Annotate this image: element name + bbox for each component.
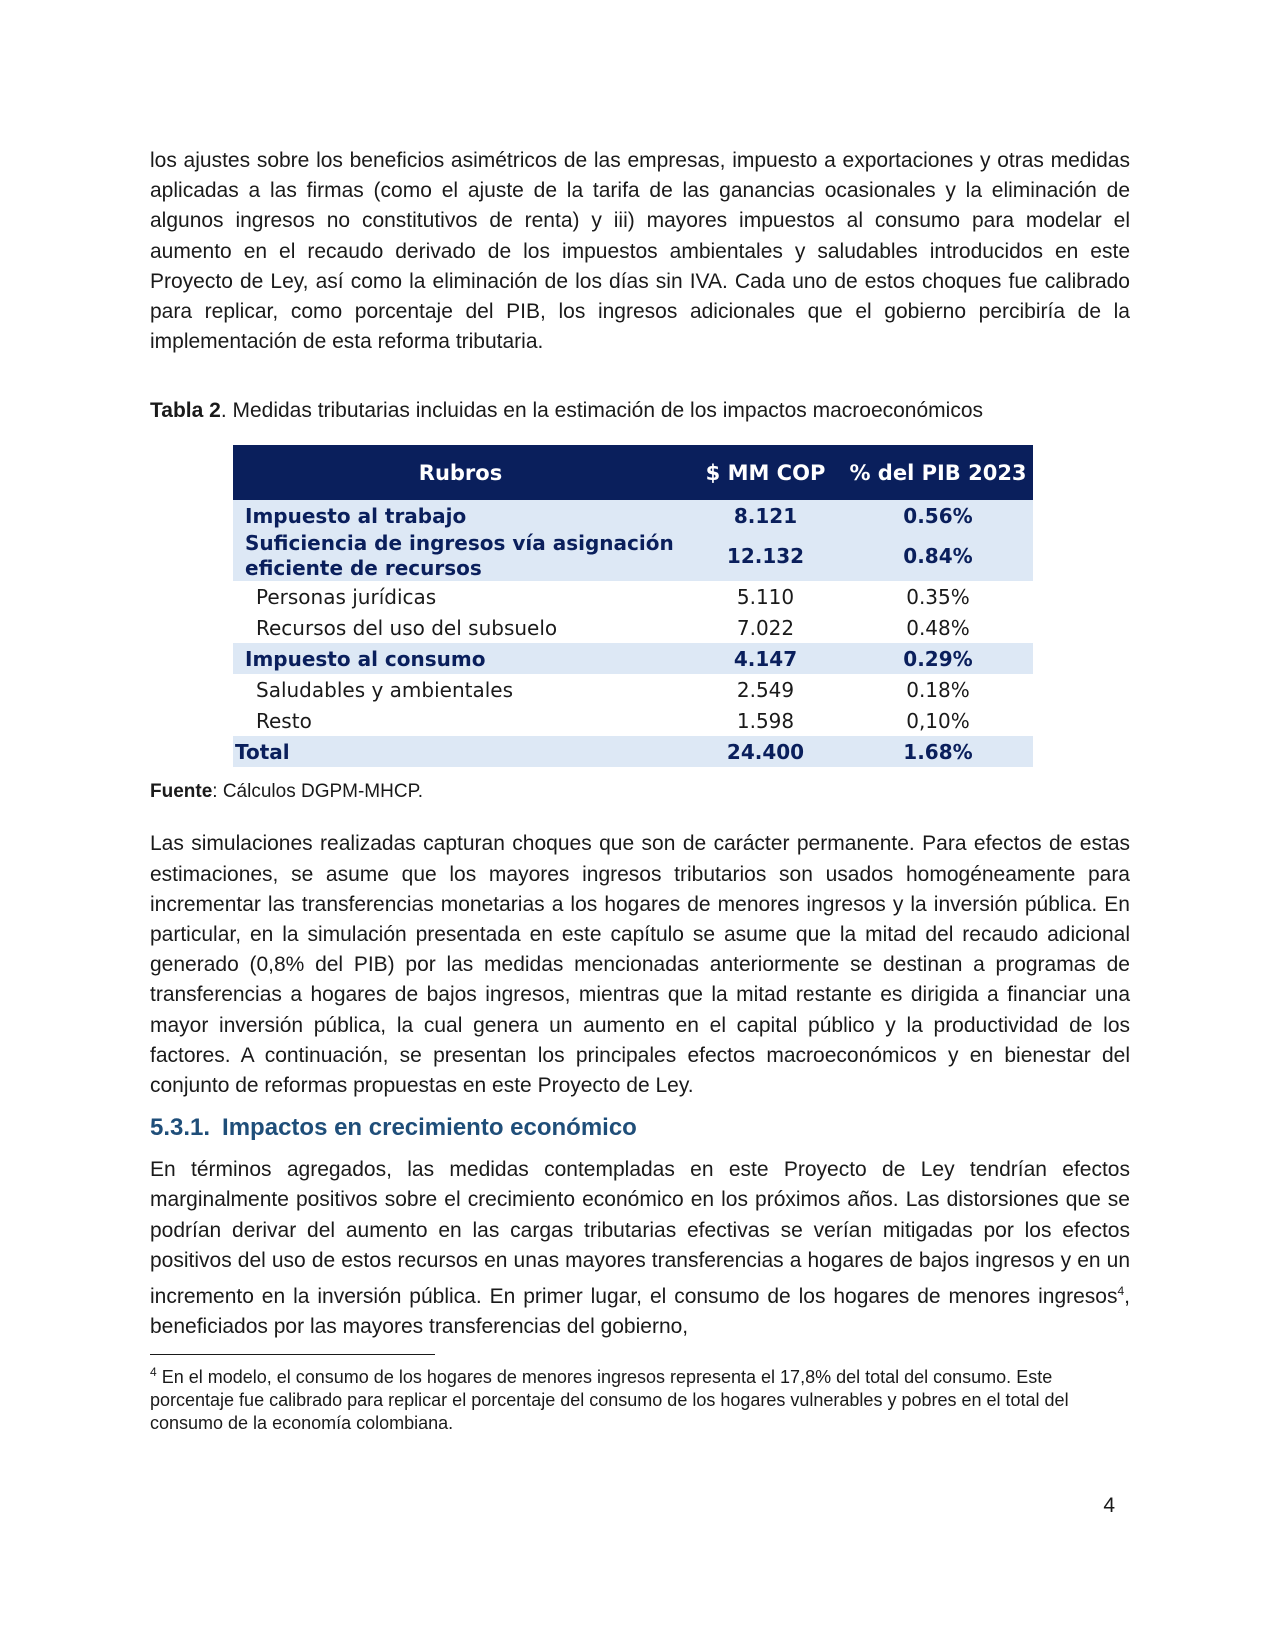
- footnote-divider: [150, 1354, 435, 1355]
- footnote-text: En el modelo, el consumo de los hogares de menores ingresos representa el 17,8% del total del consumo. Este porcentaje fue calibrado para replicar el porcentaje del consumo de los hogares vulnerables y pobres en el total del consumo de la economía colombiana.: [150, 1367, 1069, 1434]
- row-value: 7.022: [736, 615, 795, 640]
- row-label: Suficiencia de ingresos vía asignación eficiente de recursos: [233, 531, 688, 581]
- row-pct: 0,10%: [906, 708, 970, 733]
- row-pct: 0.18%: [906, 677, 970, 702]
- footnote-marker: 4: [150, 1365, 157, 1380]
- row-value: 4.147: [688, 643, 843, 674]
- tax-measures-table-wrapper: [233, 445, 1033, 767]
- header-rubros: Rubros: [233, 445, 688, 500]
- row-pct: 0.84%: [843, 531, 1033, 581]
- section-number: 5.3.1.: [150, 1114, 211, 1142]
- table-row: [233, 674, 1033, 705]
- row-pct: 0.48%: [906, 615, 970, 640]
- row-value: 1.598: [736, 708, 795, 733]
- document-page: [150, 146, 1130, 1435]
- table-row-total: [233, 736, 1033, 767]
- paragraph-growth: [150, 1155, 1130, 1342]
- header-pct-pib: % del PIB 2023: [843, 445, 1033, 500]
- row-value: 12.132: [688, 531, 843, 581]
- table-caption-label: Tabla 2: [150, 399, 221, 423]
- row-value: 24.400: [688, 736, 843, 767]
- page-number: 4: [1103, 1494, 1115, 1517]
- footnote-ref[interactable]: 4: [1117, 1284, 1125, 1299]
- row-label: Impuesto al consumo: [233, 643, 688, 674]
- row-label: Resto: [256, 708, 312, 733]
- row-pct: 1.68%: [843, 736, 1033, 767]
- row-value: 5.110: [736, 584, 795, 609]
- paragraph-intro: los ajustes sobre los beneficios asimétricos de las empresas, impuesto a exportaciones y otras medidas aplicadas a las firmas (como el ajuste de la tarifa de las ganancias ocasionales y la eliminación de algunos ingresos no constitutivos de renta) y iii) mayores impuestos al consumo para modelar el aumento en el recaudo derivado de los impuestos ambientales y saludables introducidos en este Proyecto de Ley, así como la eliminación de los días sin IVA. Cada uno de estos choques fue calibrado para replicar, como porcentaje del PIB, los ingresos adicionales que el gobierno percibiría de la implementación de esta reforma tributaria.: [150, 149, 1130, 354]
- footnote: [150, 1361, 1130, 1435]
- source-label: Fuente: [150, 781, 213, 803]
- row-label: Saludables y ambientales: [256, 677, 514, 702]
- section-title: Impactos en crecimiento económico: [222, 1114, 637, 1142]
- table-row: [233, 643, 1033, 674]
- table-row: [233, 581, 1033, 612]
- paragraph-growth-text: En términos agregados, las medidas contempladas en este Proyecto de Ley tendrían efectos marginalmente positivos sobre el crecimiento económico en los próximos años. Las distorsiones que se podrían derivar del aumento en las cargas tributarias efectivas se verían mitigadas por los efectos positivos del uso de estos recursos en unas mayores transferencias a hogares de bajos ingresos y en un incremento en la inversión pública. En primer lugar, el consumo de los hogares de menores ingresos: [150, 1158, 1130, 1309]
- tax-measures-table: [233, 445, 1033, 767]
- table-caption: [150, 397, 1130, 425]
- row-label: Impuesto al trabajo: [233, 500, 688, 531]
- row-label: Recursos del uso del subsuelo: [256, 615, 558, 640]
- row-pct: 0.35%: [906, 584, 970, 609]
- row-value: 2.549: [736, 677, 795, 702]
- table-row: [233, 612, 1033, 643]
- paragraph-simulations: Las simulaciones realizadas capturan choques que son de carácter permanente. Para efectos de estas estimaciones, se asume que los mayores ingresos tributarios son usados homogéneamente para incrementar las transferencias monetarias a los hogares de menores ingresos y la inversión pública. En particular, en la simulación presentada en este capítulo se asume que la mitad del recaudo adicional generado (0,8% del PIB) por las medidas mencionadas anteriormente se destinan a programas de transferencias a hogares de bajos ingresos, mientras que la mitad restante es dirigida a financiar una mayor inversión pública, la cual genera un aumento en el capital público y la productividad de los factores. A continuación, se presentan los principales efectos macroeconómicos y en bienestar del conjunto de reformas propuestas en este Proyecto de Ley.: [150, 832, 1130, 1098]
- table-source: [150, 781, 1130, 803]
- row-label: Total: [233, 736, 688, 767]
- row-pct: 0.56%: [843, 500, 1033, 531]
- header-mm-cop: $ MM COP: [688, 445, 843, 500]
- source-text: : Cálculos DGPM-MHCP.: [212, 781, 424, 803]
- table-row: [233, 705, 1033, 736]
- table-caption-text: . Medidas tributarias incluidas en la estimación de los impactos macroeconómicos: [220, 399, 983, 423]
- section-heading: [150, 1111, 1130, 1145]
- paragraph-growth-text-end: , beneficiados por las mayores transferencias del gobierno,: [150, 1285, 1130, 1339]
- table-row: [233, 531, 1033, 581]
- row-value: 8.121: [688, 500, 843, 531]
- row-pct: 0.29%: [843, 643, 1033, 674]
- table-row: [233, 500, 1033, 531]
- row-label: Personas jurídicas: [256, 584, 437, 609]
- table-header-row: [233, 445, 1033, 500]
